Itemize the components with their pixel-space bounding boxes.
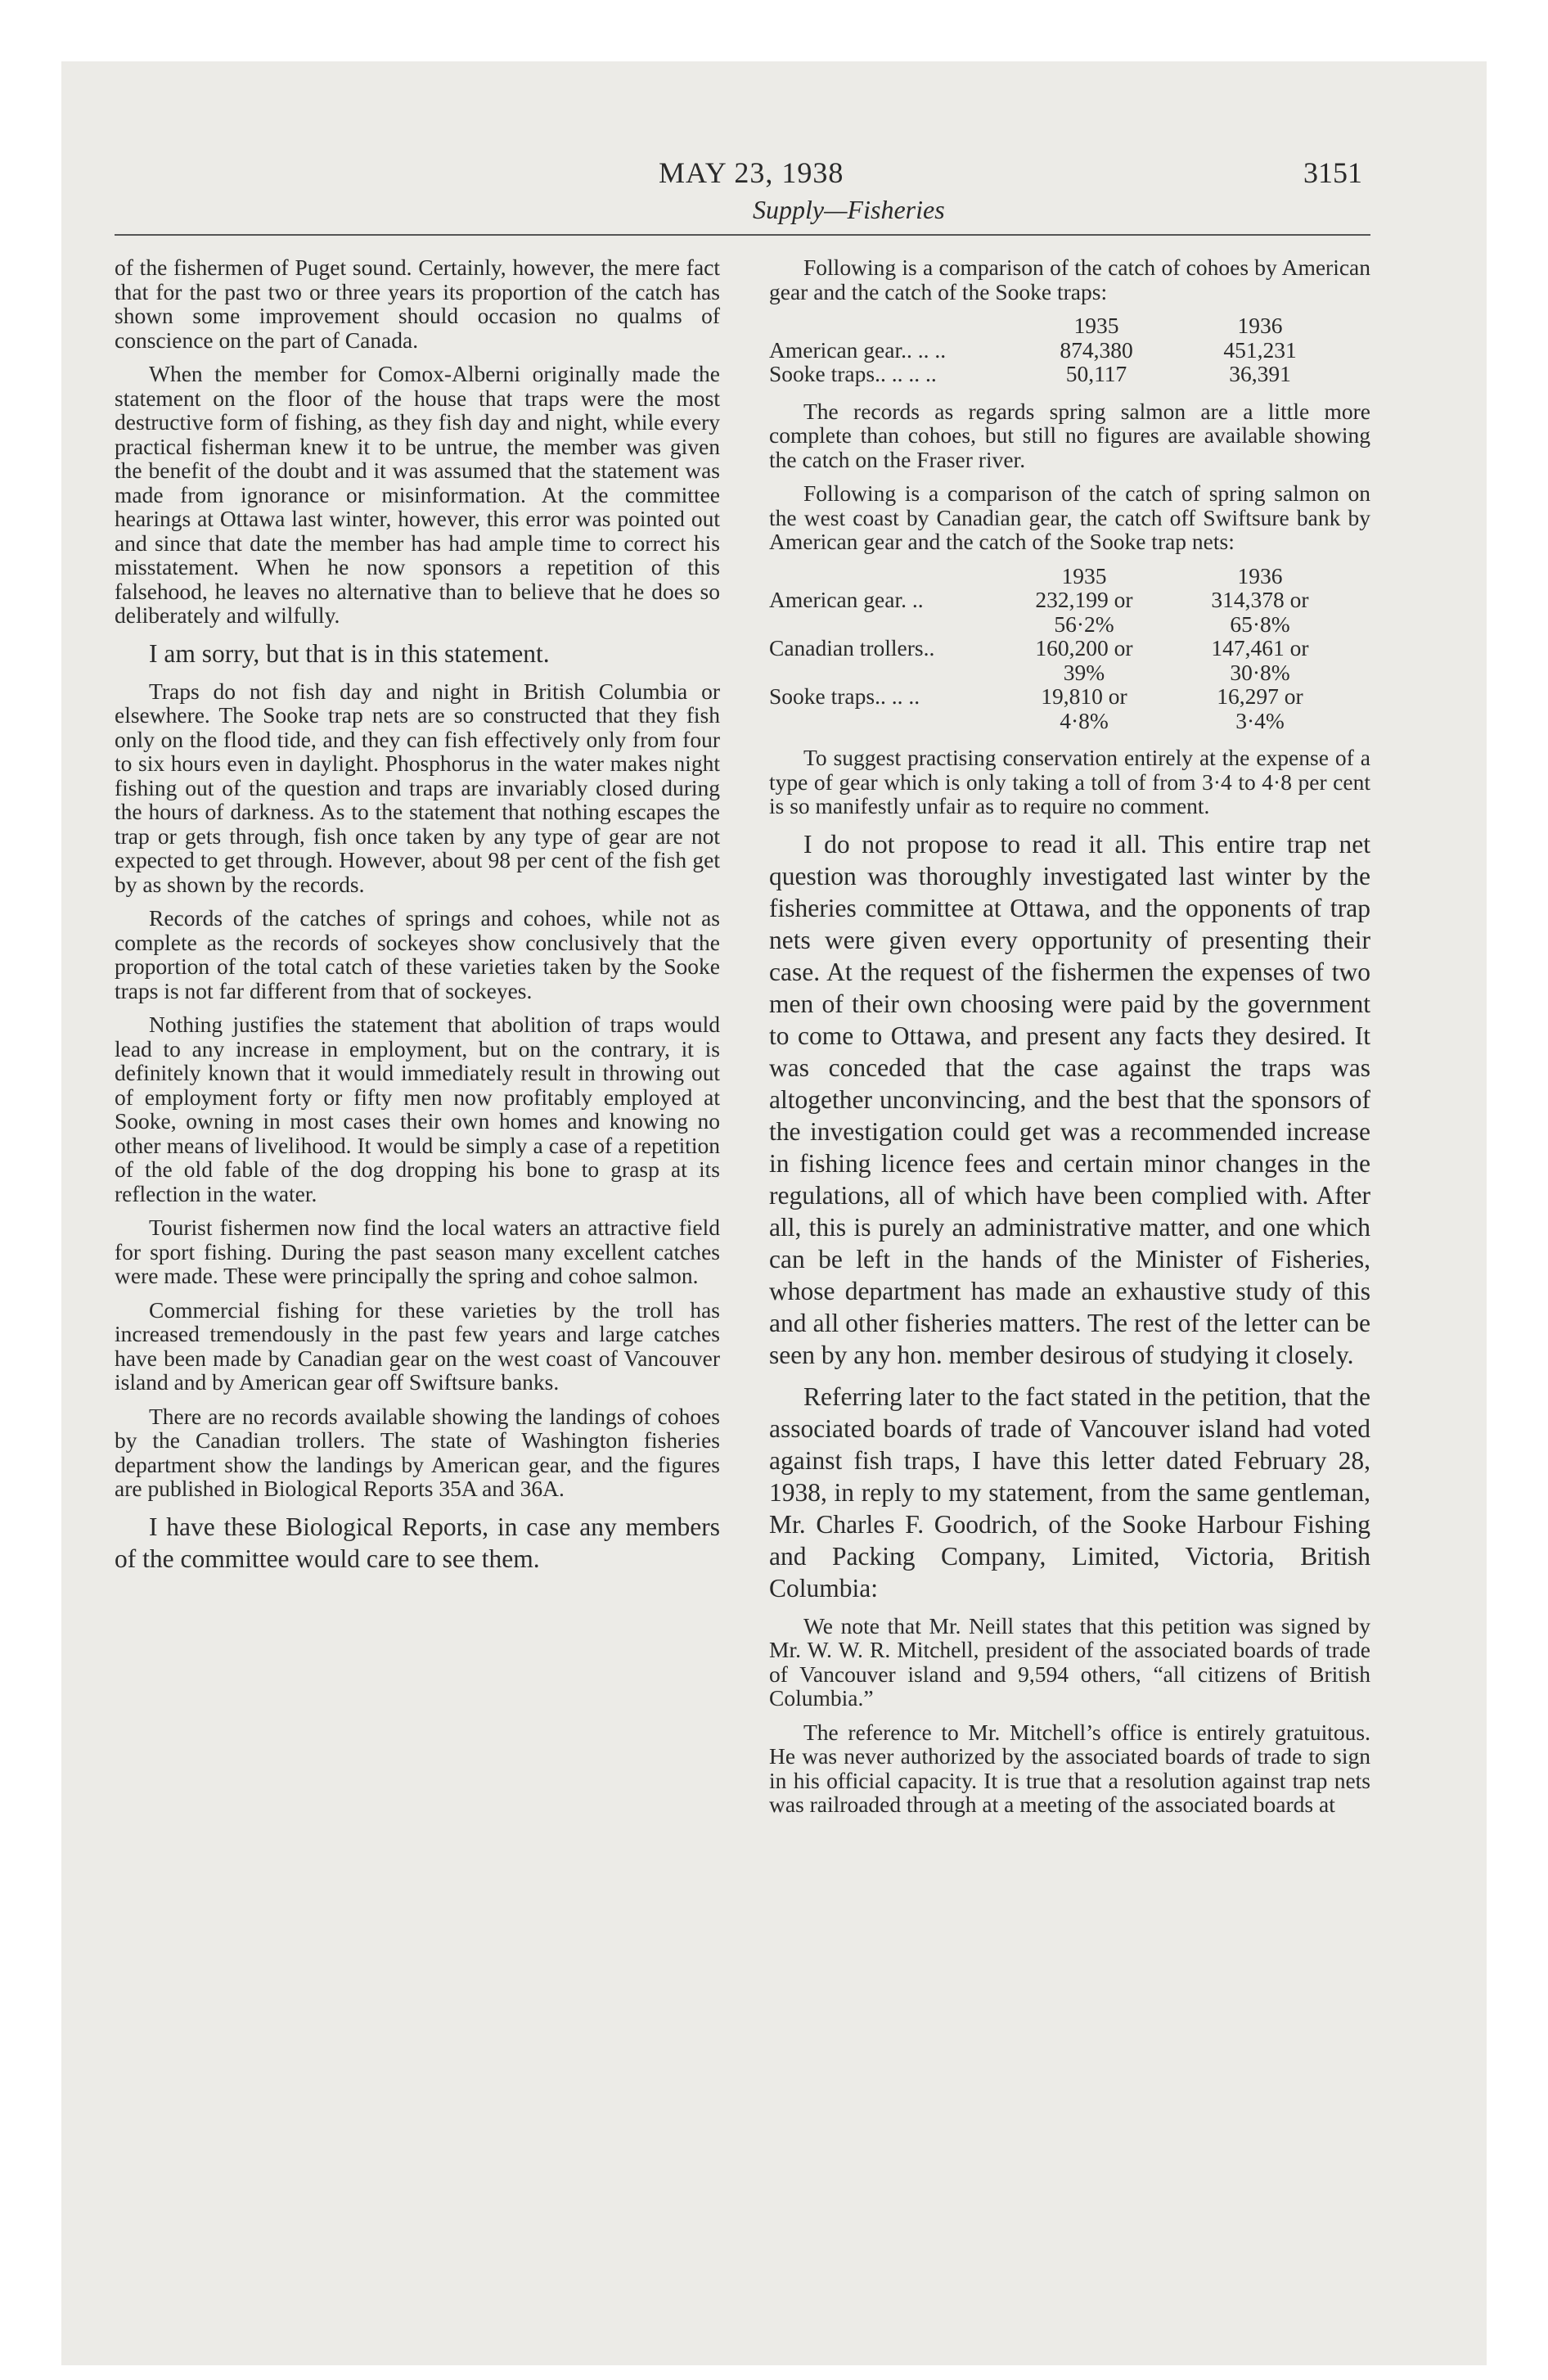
cohoe-catch-table (769, 313, 1342, 386)
table-header-row (769, 564, 1342, 588)
header-date: MAY 23, 1938 (659, 156, 844, 189)
table-row-label: American gear.. .. .. (769, 336, 947, 363)
table-cell: 160,200 or (1035, 635, 1133, 660)
header-section: Supply—Fisheries (753, 195, 945, 224)
table-year: 1936 (1237, 313, 1283, 338)
page-number: 3151 (1303, 156, 1362, 189)
table-row-label: American gear. .. (769, 587, 924, 612)
paragraph: To suggest practising conservation entirely at the expense of a type of gear which is only taking a toll of from 3·4 to 4·8 per cent is so manifestly unfair as to require no comment. (769, 745, 1370, 818)
paragraph: The records as regards spring salmon are a little more complete than cohoes, but still no figures are available showing the catch on the Fraser river. (769, 398, 1370, 472)
table-cell: 36,391 (1229, 361, 1291, 386)
paragraph: Following is a comparison of the catch of spring salmon on the west coast by Canadian gear, the catch off Swiftsure bank by American gear and the catch of the Sooke trap nets: (769, 480, 1370, 554)
table-year: 1935 (1061, 562, 1107, 588)
paragraph: Following is a comparison of the catch of cohoes by American gear and the catch of the Sooke traps: (769, 255, 1370, 304)
table-row (769, 709, 1342, 733)
paragraph: There are no records available showing the landings of cohoes by the Canadian trollers. The state of Washington fisheries department show the landings by American gear, and the figures are published in Biological Reports 35A and 36A. (115, 1403, 720, 1501)
right-column (769, 255, 1370, 1827)
quoted-letter: The reference to Mr. Mitchell’s office is entirely gratuitous. He was never authorized by the associated boards of trade to sign in his official capacity. It is true that a resolution against trap nets was railroaded through at a meeting of the associated boards at (769, 1719, 1370, 1817)
header-rule (115, 234, 1370, 236)
paragraph: of the fishermen of Puget sound. Certainly, however, the mere fact that for the past two or three years its proportion of the catch has shown some improvement should occasion no qualms of conscience on the part of Canada. (115, 255, 720, 353)
paragraph: When the member for Comox-Alberni originally made the statement on the floor of the house that traps were the most destructive form of fishing, as they fish day and night, while every practical fisherman knew it to be untrue, the member was given the benefit of the doubt and it was assumed that the statement was made from ignorance or misinformation. At the committee hearings at Ottawa last winter, however, this error was pointed out and since that date the member has had ample time to correct his misstatement. When he now sponsors a repetition of this falsehood, he leaves no alternative than to believe that he does so deliberately and wilfully. (115, 361, 720, 628)
table-cell: 19,810 or (1041, 683, 1127, 709)
table-cell: 4·8% (1060, 707, 1109, 733)
page-header (115, 147, 1370, 239)
speaker-paragraph: I am sorry, but that is in this statement. (149, 638, 550, 668)
paragraph: Records of the catches of springs and cohoes, while not as complete as the records of sockeyes show conclusively that the proportion of the total catch of these varieties taken by the Sooke traps is not far different from that of sockeyes. (115, 905, 720, 1003)
table-row (769, 588, 1342, 612)
table-row (769, 362, 1342, 386)
paragraph: Tourist fishermen now find the local waters an attractive field for sport fishing. During the past season many excellent catches were made. These were principally the spring and cohoe salmon. (115, 1215, 720, 1288)
table-year: 1935 (1073, 313, 1119, 338)
table-cell: 50,117 (1065, 361, 1127, 386)
spring-salmon-table (769, 564, 1342, 733)
table-row (769, 660, 1342, 685)
table-cell: 314,378 or (1211, 587, 1309, 612)
table-year: 1936 (1237, 562, 1283, 588)
table-cell: 30·8% (1230, 659, 1290, 685)
table-row-label: Sooke traps.. .. .. .. (769, 361, 937, 386)
table-cell: 451,231 (1223, 336, 1297, 363)
table-header-row (769, 313, 1342, 338)
table-row-label: Sooke traps.. .. .. (769, 683, 920, 709)
speaker-paragraph: I do not propose to read it all. This entire trap net question was thoroughly investigated last winter by the fisheries committee at Ottawa, and the opponents of trap nets were given every opportunity of presenting their case. At the request of the fishermen the expenses of two men of their own choosing were paid by the government to come to Ottawa, and present any facts they desired. It was conceded that the case against the traps was altogether unconvincing, and the best that the sponsors of the investigation could get was a recommended increase in fishing licence fees and certain minor changes in the regulations, all of which have been complied with. After all, this is purely an administrative matter, and one which can be left in the hands of the Minister of Fisheries, whose department has made an exhaustive study of this and all other fisheries matters. The rest of the letter can be seen by any hon. member desirous of studying it closely. (769, 829, 1370, 1369)
table-row (769, 338, 1342, 363)
quoted-letter: We note that Mr. Neill states that this petition was signed by Mr. W. W. R. Mitchell, president of the associated boards of trade of Vancouver island and 9,594 others, “all citizens of British Columbia.” (769, 1612, 1370, 1711)
table-cell: 16,297 or (1217, 683, 1303, 709)
table-row (769, 612, 1342, 637)
speaker-paragraph: Referring later to the fact stated in the petition, that the associated boards of trade of Vancouver island had voted against fish traps, I have this letter dated February 28, 1938, in reply to my statement, from the same gentleman, Mr. Charles F. Goodrich, of the Sooke Harbour Fishing and Packing Company, Limited, Victoria, British Columbia: (769, 1382, 1370, 1602)
table-cell: 874,380 (1060, 336, 1133, 363)
table-cell: 3·4% (1235, 707, 1285, 733)
table-cell: 56·2% (1054, 611, 1114, 637)
paragraph: Commercial fishing for these varieties by the troll has increased tremendously in the past few years and large catches have been made by Canadian gear on the west coast of Vancouver island and by American gear off Swiftsure banks. (115, 1296, 720, 1395)
table-row-label: Canadian trollers.. (769, 635, 935, 660)
table-cell: 147,461 or (1211, 635, 1309, 660)
table-cell: 232,199 or (1035, 587, 1133, 612)
speaker-paragraph: I have these Biological Reports, in case any members of the committee would care to see them. (115, 1512, 720, 1573)
table-row (769, 684, 1342, 709)
table-cell: 39% (1063, 659, 1105, 685)
paragraph: Nothing justifies the statement that abolition of traps would lead to any increase in employment, but on the contrary, it is definitely known that it would immediately result in throwing out of employment forty or fifty men now profitably employed at Sooke, owning in most cases their own homes and knowing no other means of livelihood. It would be simply a case of a repetition of the old fable of the dog dropping his bone to grasp at its reflection in the water. (115, 1012, 720, 1206)
hansard-page (115, 147, 1370, 2243)
table-row (769, 636, 1342, 660)
paragraph: Traps do not fish day and night in British Columbia or elsewhere. The Sooke trap nets are so constructed that they fish only on the flood tide, and they can fish effectively only from four to six hours even in daylight. Phosphorus in the water makes night fishing out of the question and traps are invariably closed during the hours of darkness. As to the statement that nothing escapes the trap or gets through, fish once taken by any type of gear are not expected to get through. However, about 98 per cent of the fish get by as shown by the records. (115, 678, 720, 897)
table-cell: 65·8% (1230, 611, 1290, 637)
left-column (115, 255, 720, 1584)
